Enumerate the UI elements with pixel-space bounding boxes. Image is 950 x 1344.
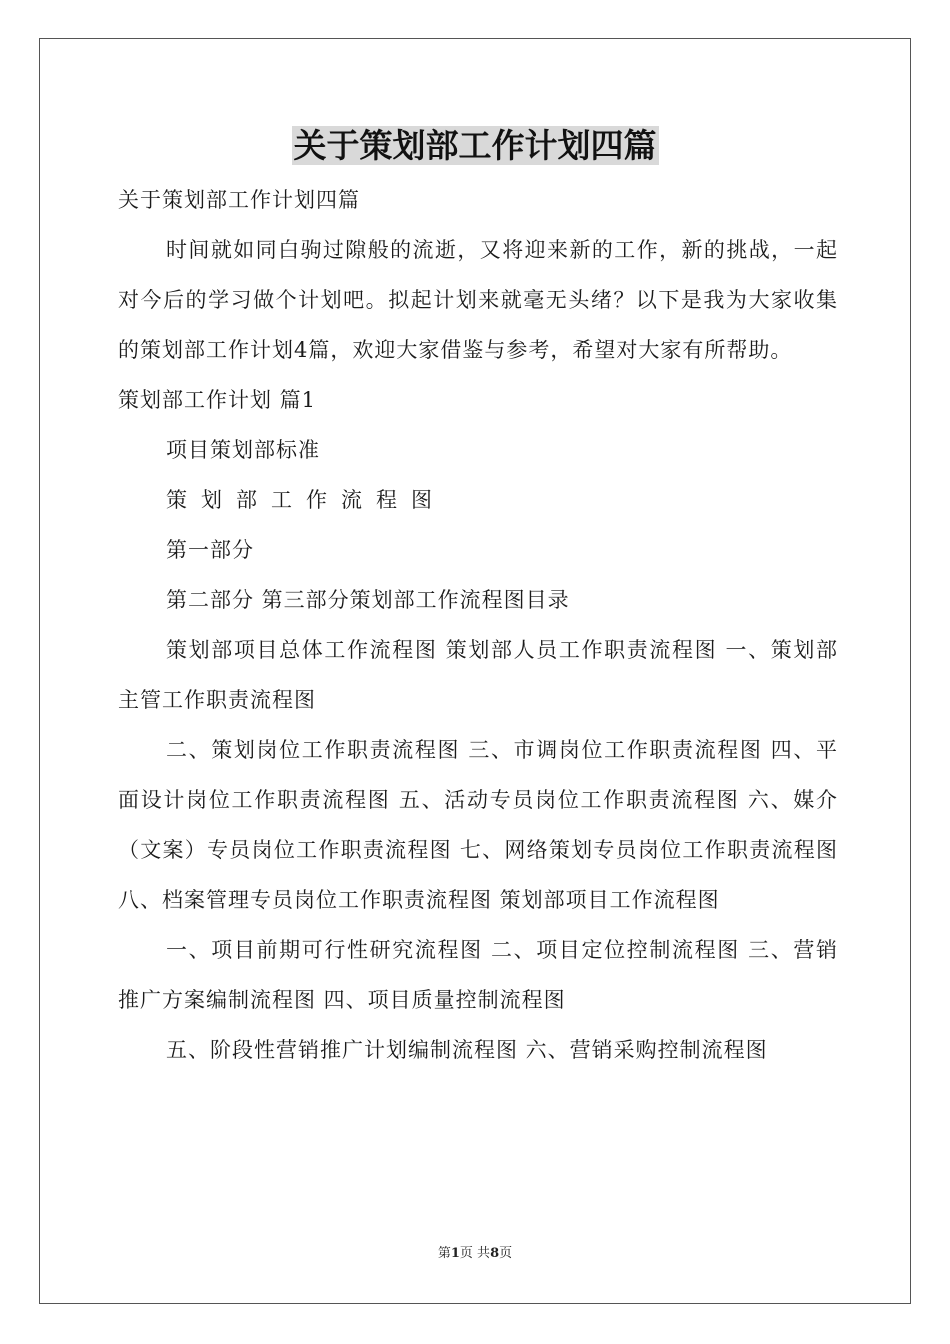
section-heading: 策划部工作计划 篇1 (118, 388, 317, 412)
paragraph: 第一部分 (166, 538, 254, 562)
paragraph: 二、策划岗位工作职责流程图 三、市调岗位工作职责流程图 四、平面设计岗位工作职责流程图 五、活动专员岗位工作职责流程图 六、媒介（文案）专员岗位工作职责流程图 七、网络策划专员岗位工作职责流程图 八、档案管理专员岗位工作职责流程图 策划部项目工作流程图 (118, 738, 838, 912)
paragraph: 关于策划部工作计划四篇 (118, 188, 360, 212)
footer-page-number: 1 (450, 1246, 460, 1261)
footer-total-pages: 8 (490, 1246, 500, 1261)
document-body (118, 175, 838, 1075)
paragraph: 第二部分 第三部分策划部工作流程图目录 (166, 588, 570, 612)
paragraph: 一、项目前期可行性研究流程图 二、项目定位控制流程图 三、营销推广方案编制流程图 四、项目质量控制流程图 (118, 938, 838, 1012)
paragraph: 五、阶段性营销推广计划编制流程图 六、营销采购控制流程图 (166, 1038, 768, 1062)
document-title (0, 122, 950, 170)
paragraph: 时间就如同白驹过隙般的流逝，又将迎来新的工作，新的挑战，一起对今后的学习做个计划吧。拟起计划来就毫无头绪？以下是我为大家收集的策划部工作计划4篇，欢迎大家借鉴与参考，希望对大家有所帮助。 (118, 238, 838, 362)
page-footer (0, 1244, 950, 1264)
paragraph: 项目策划部标准 (166, 438, 320, 462)
title-text: 关于策划部工作计划四篇 (293, 126, 657, 165)
footer-prefix: 第 (437, 1246, 451, 1261)
footer-suffix: 页 (499, 1246, 513, 1261)
paragraph: 策划部项目总体工作流程图 策划部人员工作职责流程图 一、策划部主管工作职责流程图 (118, 638, 838, 712)
footer-middle: 页 共 (459, 1246, 491, 1261)
paragraph: 策划部工作流程图 (166, 488, 446, 512)
